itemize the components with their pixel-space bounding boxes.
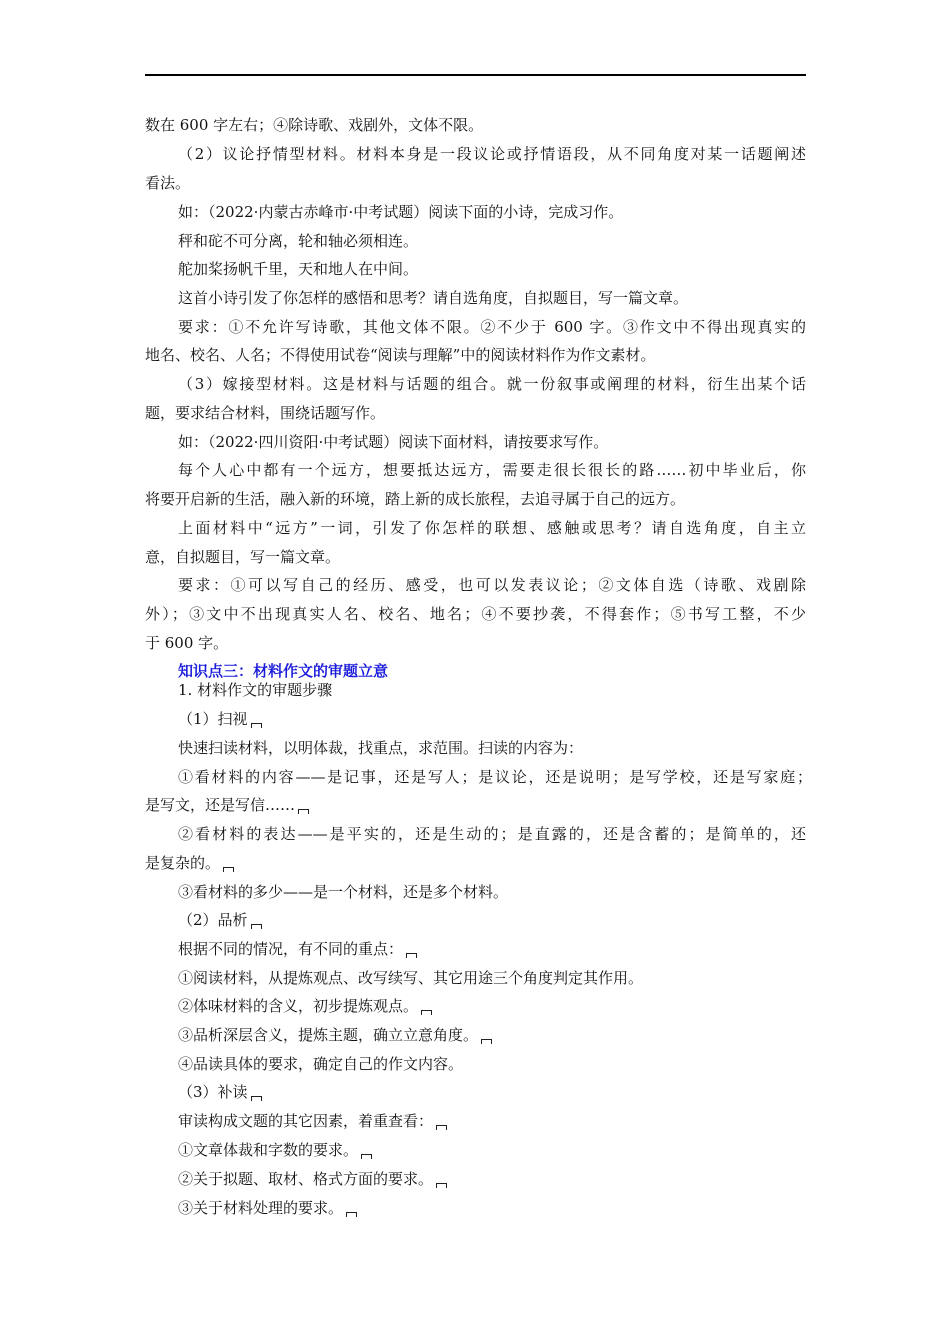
text-line [145,794,309,816]
text-line [178,967,643,989]
text-line [178,517,806,539]
text-line [145,488,685,510]
text-line [178,1197,357,1219]
text-line [178,373,806,395]
text-line [178,316,806,338]
line-text: 1. 材料作文的审题步骤 [178,681,333,699]
paragraph-mark-icon [436,1183,447,1188]
paragraph-mark-icon [223,867,234,872]
line-text: 审读构成文题的其它因素，着重查看： [178,1112,434,1130]
text-line [178,823,806,845]
line-text: ①文章体裁和字数的要求。 [178,1141,359,1159]
line-text: 每个人心中都有一个远方，想要抵达远方，需要走很长很长的路……初中毕业后，你 [178,461,806,479]
text-line [178,1024,492,1046]
text-line [178,201,623,223]
line-text: 外）；③文中不出现真实人名、校名、地名；④不要抄袭，不得套作；⑤书写工整，不少 [145,605,806,623]
line-text: 地名、校名、人名；不得使用试卷“阅读与理解”中的阅读材料作为作文素材。 [145,346,656,364]
line-text: ①看材料的内容——是记事，还是写人；是议论，还是说明；是写学校，还是写家庭； [178,768,812,786]
paragraph-mark-icon [298,809,309,814]
text-line [178,679,332,701]
paragraph-mark-icon [251,924,262,929]
paragraph-mark-icon [406,953,417,958]
line-text: ①阅读材料，从提炼观点、改写续写、其它用途三个角度判定其作用。 [178,969,644,987]
text-line [178,1110,447,1132]
line-text: 快速扫读材料，以明体裁，找重点，求范围。扫读的内容为： [178,739,584,757]
line-text: （2）议论抒情型材料。材料本身是一段议论或抒情语段，从不同角度对某一话题阐述 [178,145,806,163]
line-text: ②看材料的表达——是平实的，还是生动的；是直露的，还是含蓄的；是简单的，还 [178,825,806,843]
line-text: 这首小诗引发了你怎样的感悟和思考？请自选角度，自拟题目，写一篇文章。 [178,289,689,307]
text-line [178,143,806,165]
text-line [178,459,806,481]
line-text: 上面材料中“远方”一词，引发了你怎样的联想、感触或思考？请自选角度，自主立 [178,519,806,537]
line-text: ④品读具体的要求，确定自己的作文内容。 [178,1055,464,1073]
line-text: 将要开启新的生活，融入新的环境，踏上新的成长旅程，去追寻属于自己的远方。 [145,490,686,508]
text-line [178,574,806,596]
line-text: 舵加桨扬帆千里，天和地人在中间。 [178,260,419,278]
text-line [178,995,432,1017]
text-line [178,938,417,960]
line-text: 根据不同的情况，有不同的重点： [178,940,404,958]
paragraph-mark-icon [421,1010,432,1015]
text-line [178,431,608,453]
paragraph-mark-icon [361,1154,372,1159]
text-line [145,852,234,874]
paragraph-mark-icon [251,723,262,728]
line-text: 意，自拟题目，写一篇文章。 [145,548,341,566]
line-text: 如：（2022·内蒙古赤峰市·中考试题）阅读下面的小诗，完成习作。 [178,203,624,221]
line-text: 知识点三：材料作文的审题立意 [178,662,389,680]
paragraph-mark-icon [436,1125,447,1130]
line-text: 是写文，还是写信…… [145,796,296,814]
text-line [145,402,385,424]
line-text: 看法。 [145,174,191,192]
text-line [178,766,812,788]
text-line [145,546,340,568]
line-text: ③看材料的多少——是一个材料，还是多个材料。 [178,883,509,901]
line-text: 数在 600 字左右；④除诗歌、戏剧外，文体不限。 [145,116,484,134]
text-line [178,909,262,931]
line-text: ③品析深层含义，提炼主题，确立立意角度。 [178,1026,479,1044]
paragraph-mark-icon [251,1096,262,1101]
text-line [178,737,583,759]
paragraph-mark-icon [481,1039,492,1044]
line-text: 要求：①不允许写诗歌，其他文体不限。②不少于 600 字。③作文中不得出现真实的 [178,318,806,336]
text-line [178,230,418,252]
text-line [178,1081,262,1103]
line-text: （3）嫁接型材料。这是材料与话题的组合。就一份叙事或阐理的材料，衍生出某个话 [178,375,806,393]
text-line [178,1053,463,1075]
header-rule [145,74,806,76]
text-line [178,287,688,309]
text-line [145,114,483,136]
line-text: 题，要求结合材料，围绕话题写作。 [145,404,386,422]
paragraph-mark-icon [346,1212,357,1217]
text-line [178,1168,447,1190]
line-text: 如：（2022·四川资阳·中考试题）阅读下面材料，请按要求写作。 [178,433,609,451]
line-text: （2）品析 [178,911,248,929]
line-text: 于 600 字。 [145,634,229,652]
line-text: （1）扫视 [178,710,248,728]
text-line [178,258,418,280]
line-text: ③关于材料处理的要求。 [178,1199,344,1217]
text-line [145,172,190,194]
line-text: 是复杂的。 [145,854,221,872]
text-line [178,881,508,903]
text-line [145,632,228,654]
line-text: 秤和砣不可分离，轮和轴必须相连。 [178,232,419,250]
text-line [178,708,262,730]
line-text: ②体味材料的含义，初步提炼观点。 [178,997,419,1015]
line-text: （3）补读 [178,1083,248,1101]
line-text: 要求：①可以写自己的经历、感受，也可以发表议论；②文体自选（诗歌、戏剧除 [178,576,806,594]
line-text: ②关于拟题、取材、格式方面的要求。 [178,1170,434,1188]
text-line [178,1139,372,1161]
text-line [145,603,806,625]
text-line [145,344,655,366]
